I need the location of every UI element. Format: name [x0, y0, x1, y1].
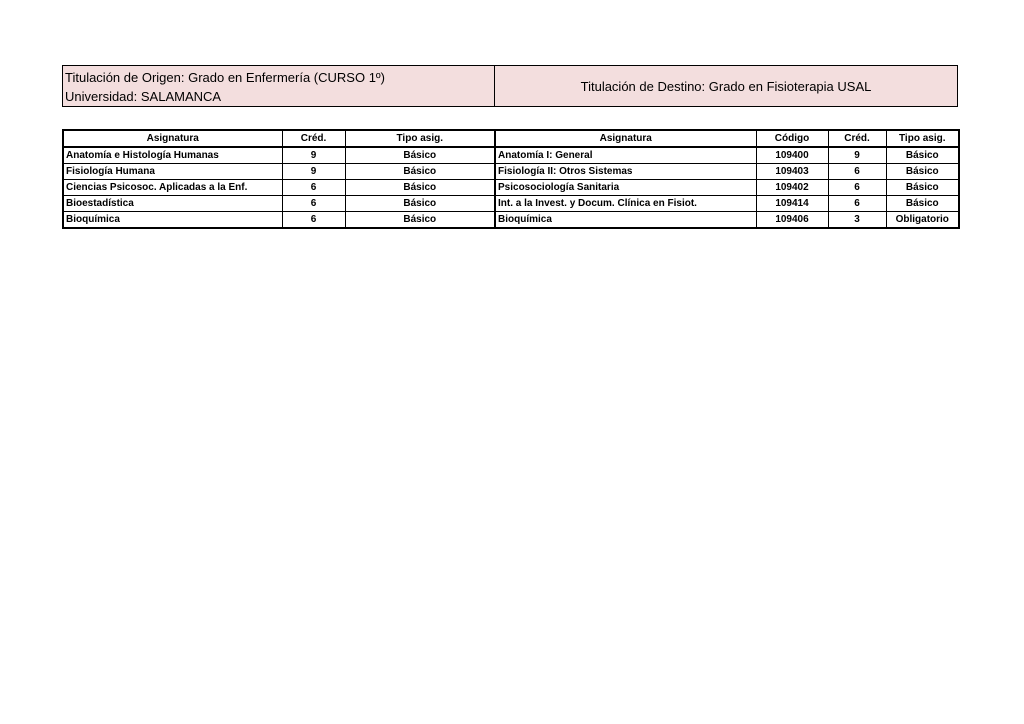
- table-cell: 9: [282, 147, 345, 164]
- table-cell: Básico: [886, 164, 959, 180]
- table-cell: Ciencias Psicosoc. Aplicadas a la Enf.: [63, 180, 282, 196]
- table-cell: Básico: [886, 196, 959, 212]
- table-cell: Fisiología II: Otros Sistemas: [495, 164, 756, 180]
- column-header: Créd.: [828, 130, 886, 147]
- table-cell: Básico: [345, 147, 495, 164]
- table-cell: 6: [282, 212, 345, 229]
- table-row: [63, 164, 959, 180]
- table-cell: Básico: [345, 196, 495, 212]
- column-header: Asignatura: [63, 130, 282, 147]
- table-cell: Bioquímica: [63, 212, 282, 229]
- table-row: [63, 180, 959, 196]
- table-cell: 6: [282, 196, 345, 212]
- destination-info: [495, 66, 957, 106]
- table-header-row: [63, 130, 959, 147]
- table-cell: Anatomía e Histología Humanas: [63, 147, 282, 164]
- column-header: Tipo asig.: [886, 130, 959, 147]
- table-cell: Fisiología Humana: [63, 164, 282, 180]
- table-cell: 109402: [756, 180, 828, 196]
- table-cell: Básico: [345, 180, 495, 196]
- column-header: Créd.: [282, 130, 345, 147]
- destination-degree: Titulación de Destino: Grado en Fisioterapia USAL: [580, 78, 872, 94]
- table-cell: Bioquímica: [495, 212, 756, 229]
- table-cell: Psicosociología Sanitaria: [495, 180, 756, 196]
- origin-info: [63, 66, 495, 106]
- table-cell: 109403: [756, 164, 828, 180]
- table-cell: 109414: [756, 196, 828, 212]
- table-row: [63, 212, 959, 229]
- equivalence-table: [62, 129, 960, 229]
- table-cell: 109406: [756, 212, 828, 229]
- table-cell: Anatomía I: General: [495, 147, 756, 164]
- table-cell: 109400: [756, 147, 828, 164]
- table-cell: 6: [828, 164, 886, 180]
- table-cell: Básico: [345, 212, 495, 229]
- origin-degree: Titulación de Origen: Grado en Enfermería (CURSO 1º): [65, 70, 386, 85]
- column-header: Código: [756, 130, 828, 147]
- origin-university: Universidad: SALAMANCA: [65, 89, 222, 104]
- table-cell: Básico: [886, 147, 959, 164]
- table-row: [63, 196, 959, 212]
- header-box: [62, 65, 958, 107]
- table-cell: 6: [282, 180, 345, 196]
- table-cell: 6: [828, 196, 886, 212]
- table-cell: 9: [828, 147, 886, 164]
- table-cell: Obligatorio: [886, 212, 959, 229]
- table-cell: 9: [282, 164, 345, 180]
- column-header: Tipo asig.: [345, 130, 495, 147]
- table-cell: Bioestadística: [63, 196, 282, 212]
- table-cell: 3: [828, 212, 886, 229]
- table-cell: 6: [828, 180, 886, 196]
- table-row: [63, 147, 959, 164]
- table-cell: Int. a la Invest. y Docum. Clínica en Fisiot.: [495, 196, 756, 212]
- table-cell: Básico: [886, 180, 959, 196]
- column-header: Asignatura: [495, 130, 756, 147]
- table-cell: Básico: [345, 164, 495, 180]
